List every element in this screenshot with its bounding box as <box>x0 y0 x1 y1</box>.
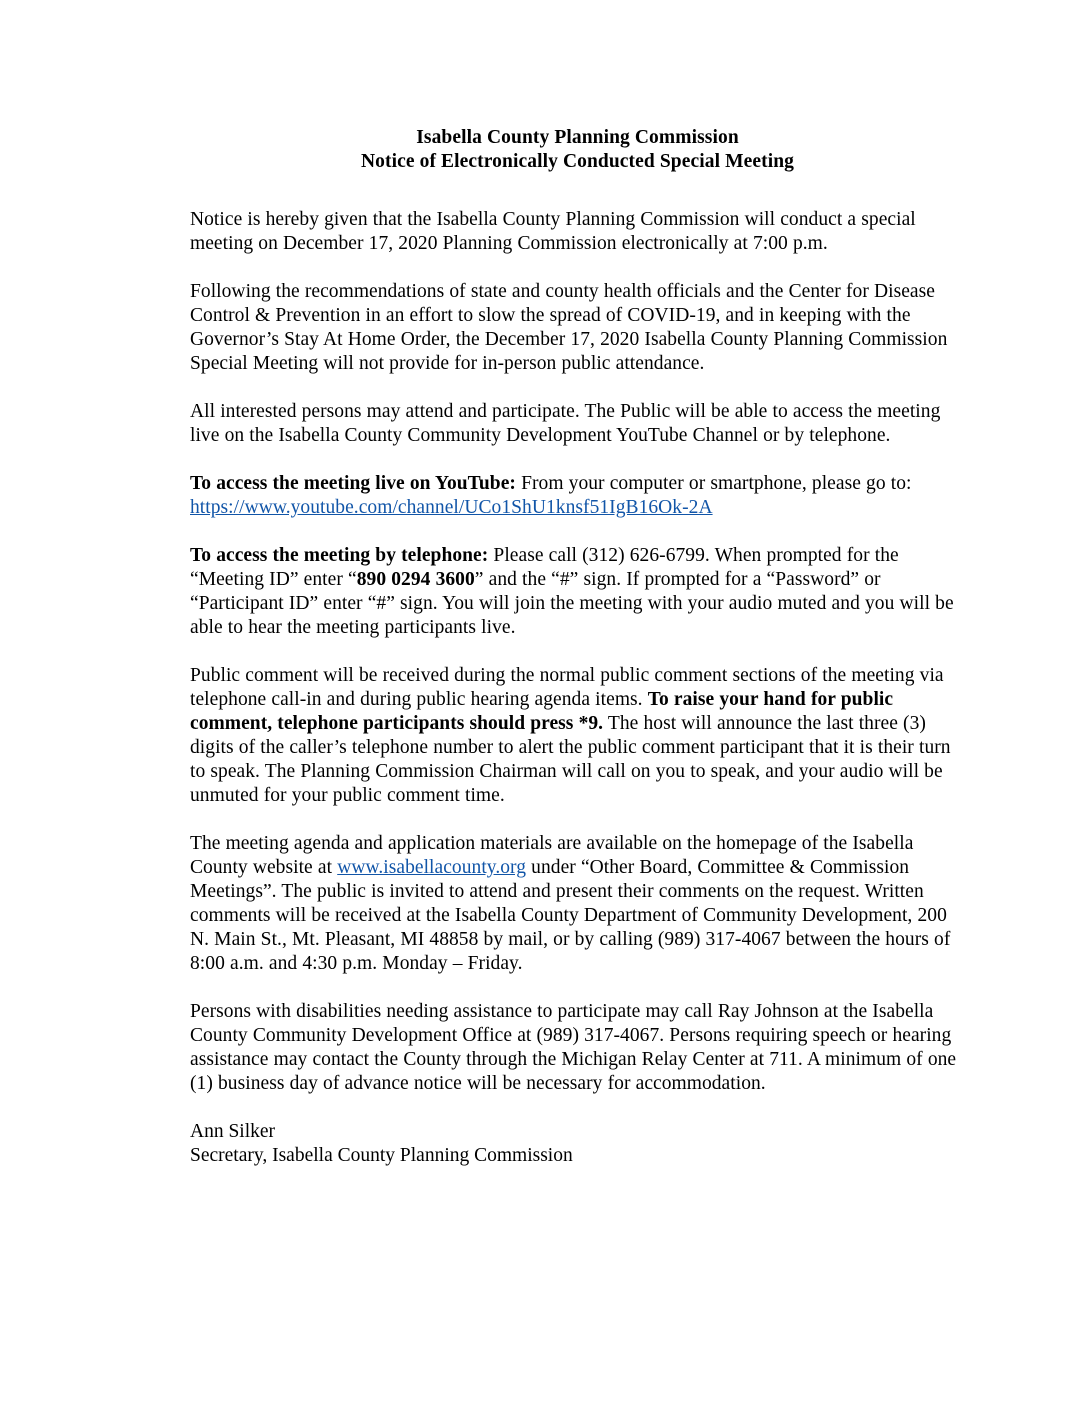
paragraph-covid-measures: Following the recommendations of state and county health officials and the Center for Disease Control & Prevention in an effort to slow the spread of COVID-19, and in keeping with the Governor’s Stay At Home Order, the December 17, 2020 Isabella County Planning Commission Special Meeting will not provide for in-person public attendance. <box>190 281 948 374</box>
spacer <box>190 976 965 1000</box>
spacer <box>190 376 965 400</box>
materials-text-before: The meeting agenda and application materials are available on the homepage of the Isabella County website at <box>190 833 914 878</box>
county-website-link[interactable]: www.isabellacounty.org <box>337 857 527 878</box>
paragraph-telephone-access <box>190 544 965 640</box>
youtube-access-text: From your computer or smartphone, please go to: <box>515 473 912 494</box>
document-body <box>190 126 965 1168</box>
meeting-id-value: 890 0294 3600 <box>356 569 475 590</box>
spacer <box>190 1096 965 1120</box>
paragraph-attendance: All interested persons may attend and participate. The Public will be able to access the meeting live on the Isabella County Community Development YouTube Channel or by telephone. <box>190 401 941 446</box>
telephone-access-text-after: ” and the “#” sign. If prompted for a “Password” or “Participant ID” enter “#” sign. You will join the meeting with your audio muted and you will be able to hear the meeting participants live. <box>190 569 954 638</box>
signature-role: Secretary, Isabella County Planning Commission <box>190 1145 573 1166</box>
signature-name: Ann Silker <box>190 1121 276 1142</box>
paragraph-youtube-access <box>190 472 965 520</box>
materials-text-after: under “Other Board, Committee & Commission Meetings”. The public is invited to attend and present their comments on the request. Written comments will be received at the Isabella County Department of Community Development, 200 N. Main St., Mt. Pleasant, MI 48858 by mail, or by calling (989) 317-4067 between the hours of 8:00 a.m. and 4:30 p.m. Monday – Friday. <box>190 857 951 974</box>
paragraph-public-comment <box>190 664 965 808</box>
heading-line-1: Isabella County Planning Commission <box>416 127 739 148</box>
paragraph-accessibility: Persons with disabilities needing assistance to participate may call Ray Johnson at the Isabella County Community Development Office at (989) 317-4067. Persons requiring speech or hearing assistance may contact the County through the Michigan Relay Center at 711. A minimum of one (1) business day of advance notice will be necessary for accommodation. <box>190 1001 957 1094</box>
telephone-access-text-before: Please call (312) 626-6799. When prompted for the “Meeting ID” enter “ <box>190 545 899 590</box>
spacer <box>190 448 965 472</box>
youtube-channel-link[interactable]: https://www.youtube.com/channel/UCo1ShU1knsf51IgB16Ok-2A <box>190 497 713 518</box>
spacer <box>190 256 965 280</box>
telephone-access-label: To access the meeting by telephone: <box>190 545 489 566</box>
public-comment-instruction: To raise your hand for public comment, telephone participants should press *9. <box>190 689 894 734</box>
spacer <box>190 520 965 544</box>
youtube-access-label: To access the meeting live on YouTube: <box>190 473 516 494</box>
spacer <box>190 808 965 832</box>
heading-line-2: Notice of Electronically Conducted Special Meeting <box>360 151 795 172</box>
public-comment-text-before: Public comment will be received during the normal public comment sections of the meeting via telephone call-in and during public hearing agenda items. <box>190 665 944 710</box>
spacer <box>190 640 965 664</box>
paragraph-materials <box>190 832 965 976</box>
paragraph-notice: Notice is hereby given that the Isabella County Planning Commission will conduct a special meeting on December 17, 2020 Planning Commission electronically at 7:00 p.m. <box>190 209 916 254</box>
spacer <box>190 174 965 208</box>
document-heading <box>190 126 965 174</box>
public-comment-text-after: The host will announce the last three (3) digits of the caller’s telephone number to alert the public comment participant that it is their turn to speak. The Planning Commission Chairman will call on you to speak, and your audio will be unmuted for your public comment time. <box>190 713 951 806</box>
